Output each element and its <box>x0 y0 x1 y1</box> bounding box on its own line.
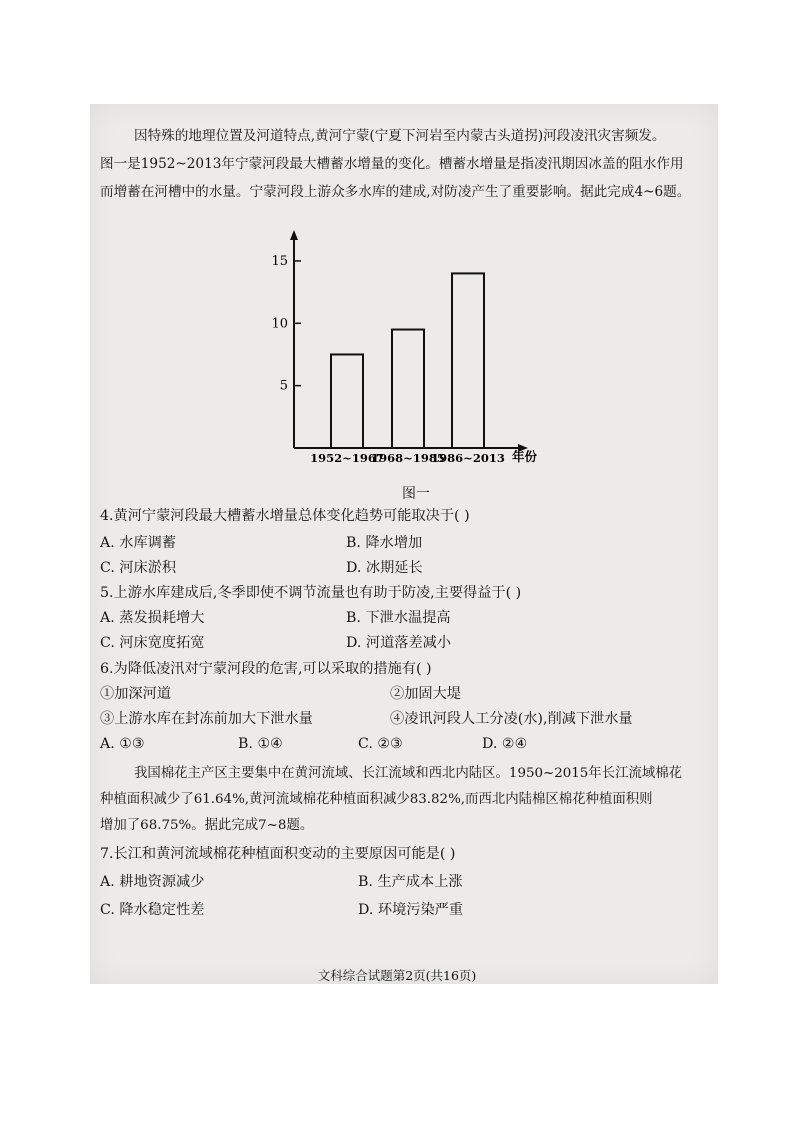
q4-option-d[interactable]: D. 冰期延长 <box>346 560 423 576</box>
y-axis-arrow <box>290 230 298 240</box>
page-footer: 文科综合试题第2页(共16页) <box>317 968 477 983</box>
q6-option-a[interactable]: A. ①③ <box>100 736 145 752</box>
x-tick-label: 1952~1967 <box>310 451 384 465</box>
passage1-line-2: 图一是1952~2013年宁蒙河段最大槽蓄水增量的变化。槽蓄水增量是指凌汛期因冰盖的阻水作用 <box>100 156 684 172</box>
x-axis-label: 年份 <box>512 449 538 464</box>
y-tick-label: 10 <box>271 316 288 332</box>
q7-option-c[interactable]: C. 降水稳定性差 <box>100 902 205 918</box>
q6-measure-2: ②加固大堤 <box>390 686 461 702</box>
q5-option-a[interactable]: A. 蒸发损耗增大 <box>100 610 205 626</box>
q4-option-a[interactable]: A. 水库调蓄 <box>100 535 177 551</box>
passage2-line-3: 增加了68.75%。据此完成7~8题。 <box>100 818 314 833</box>
q5-option-d[interactable]: D. 河道落差减小 <box>346 635 452 651</box>
question-5-stem: 5.上游水库建成后,冬季即使不调节流量也有助于防凌,主要得益于( ) <box>100 585 522 601</box>
q6-option-d[interactable]: D. ②④ <box>482 736 528 752</box>
passage1-line-3: 而增蓄在河槽中的水量。宁蒙河段上游众多水库的建成,对防凌产生了重要影响。据此完成4~6题。 <box>100 184 691 200</box>
bar-1 <box>331 354 363 448</box>
q4-option-b[interactable]: B. 降水增加 <box>346 535 423 551</box>
x-tick-label: 1986~2013 <box>431 451 505 465</box>
q7-option-b[interactable]: B. 生产成本上涨 <box>358 874 463 890</box>
bar-chart <box>250 228 550 478</box>
y-tick-label: 15 <box>271 253 288 269</box>
bar-3 <box>452 273 484 448</box>
q5-option-b[interactable]: B. 下泄水温提高 <box>346 610 451 626</box>
chart-svg <box>250 228 550 478</box>
q6-measure-4: ④凌讯河段人工分凌(水),削减下泄水量 <box>390 711 633 727</box>
q6-measure-1: ①加深河道 <box>100 686 171 702</box>
chart-caption: 图一 <box>402 486 430 502</box>
question-7-stem: 7.长江和黄河流域棉花种植面积变动的主要原因可能是( ) <box>100 846 456 862</box>
q6-option-c[interactable]: C. ②③ <box>358 736 403 752</box>
bar-2 <box>392 330 424 448</box>
q7-option-d[interactable]: D. 环境污染严重 <box>358 902 464 918</box>
passage2-line-1: 我国棉花主产区主要集中在黄河流域、长江流域和西北内陆区。1950~2015年长江流域棉花 <box>134 766 683 781</box>
q6-measure-3: ③上游水库在封冻前加大下泄水量 <box>100 711 313 727</box>
q6-option-b[interactable]: B. ①④ <box>238 736 283 752</box>
x-tick-label: 1968~1985 <box>371 451 445 465</box>
passage2-line-2: 种植面积减少了61.64%,黄河流域棉花种植面积减少83.82%,而西北内陆棉区棉花种植面积则 <box>100 792 653 807</box>
question-6-stem: 6.为降低凌汛对宁蒙河段的危害,可以采取的措施有( ) <box>100 661 432 677</box>
passage1-line-1: 因特殊的地理位置及河道特点,黄河宁蒙(宁夏下河岩至内蒙古头道拐)河段凌汛灾害频发。 <box>134 128 666 144</box>
q7-option-a[interactable]: A. 耕地资源减少 <box>100 874 205 890</box>
y-tick-label: 5 <box>279 378 288 394</box>
q4-option-c[interactable]: C. 河床淤积 <box>100 560 177 576</box>
q5-option-c[interactable]: C. 河床宽度拓宽 <box>100 635 205 651</box>
question-4-stem: 4.黄河宁蒙河段最大槽蓄水增量总体变化趋势可能取决于( ) <box>100 508 470 524</box>
